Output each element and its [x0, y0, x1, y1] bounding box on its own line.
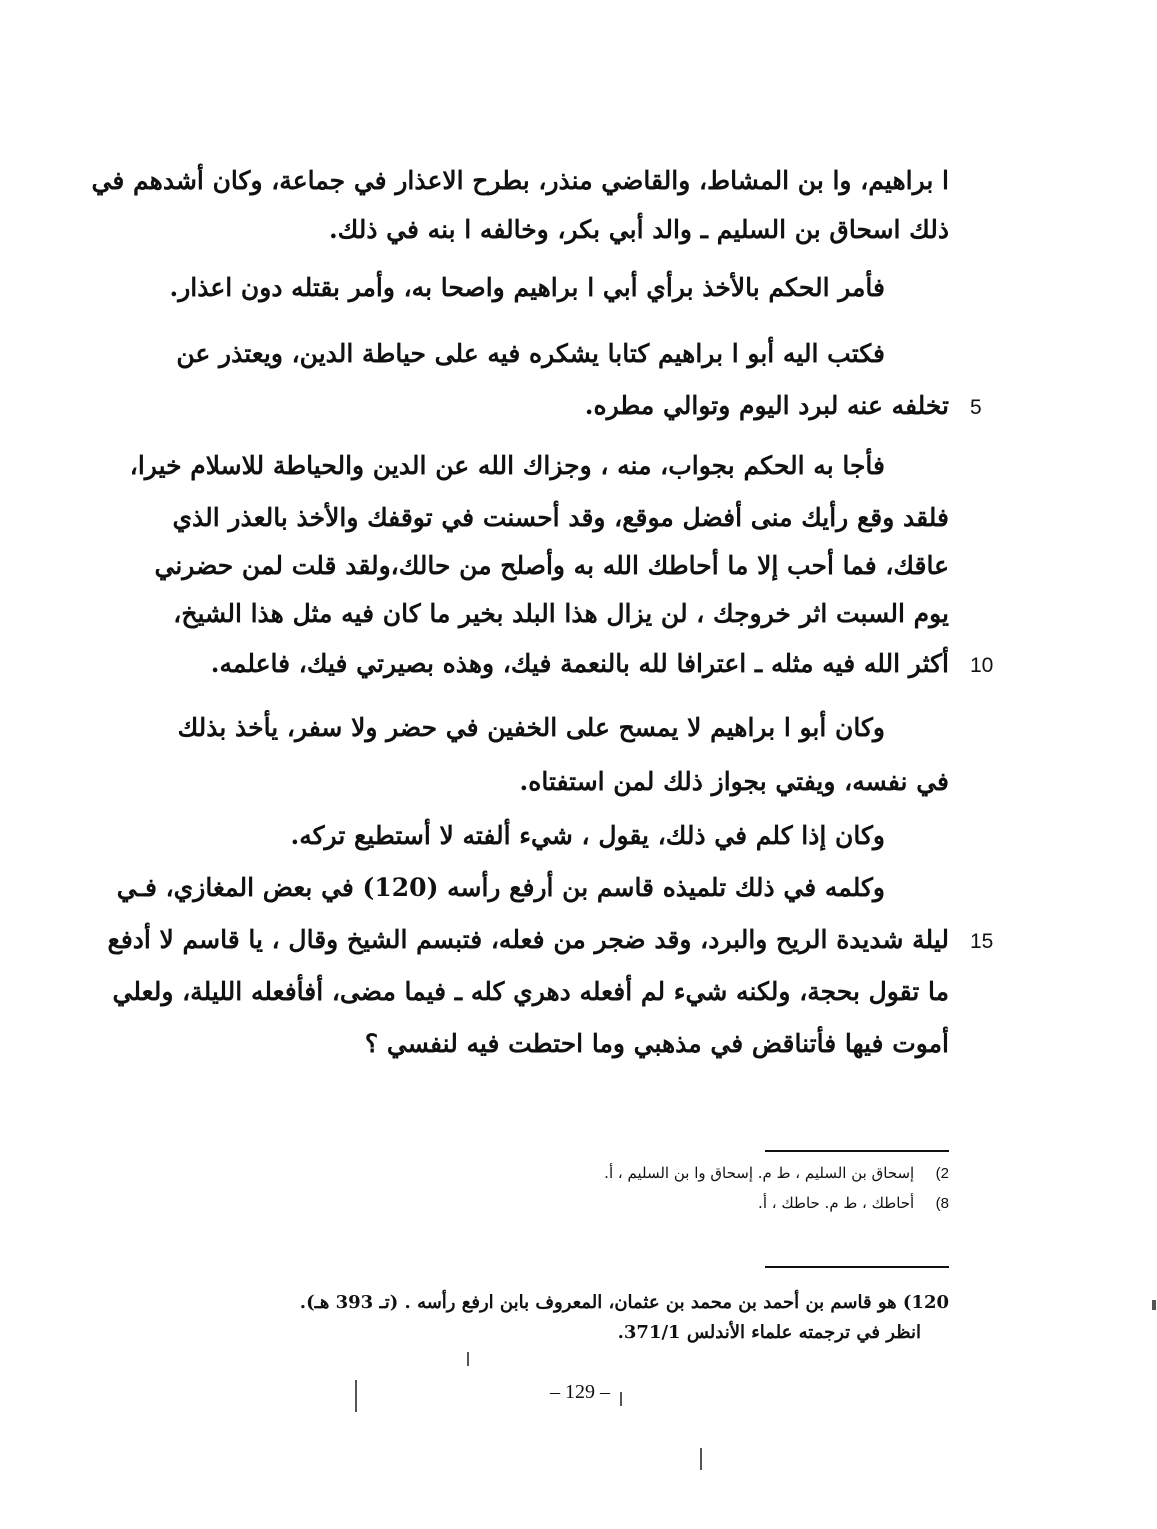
page-number: – 129 –	[550, 1381, 610, 1403]
scan-speck	[1152, 1300, 1156, 1310]
footnote-rule	[765, 1266, 949, 1268]
line-number: 15	[970, 930, 994, 953]
text-line: وكلمه في ذلك تلميذه قاسم بن أرفع رأسه (120) في بعض المغازي، فـي	[116, 873, 885, 902]
text-line: فلقد وقع رأيك منى أفضل موقع، وقد أحسنت في توقفك والأخذ بالعذر الذي	[172, 503, 949, 532]
scan-speck	[620, 1392, 622, 1406]
text-line: فأمر الحكم بالأخذ برأي أبي ا براهيم واصحا به، وأمر بقتله دون اعذار.	[169, 273, 885, 302]
apparatus-note	[199, 1192, 949, 1215]
text-line: ا براهيم، وا بن المشاط، والقاضي منذر، بطرح الاعذار في جماعة، وكان أشدهم في	[91, 166, 949, 195]
footnote-line: انظر في ترجمته علماء الأندلس 371/1.	[617, 1322, 921, 1343]
text-line: يوم السبت اثر خروجك ، لن يزال هذا البلد بخير ما كان فيه مثل هذا الشيخ،	[173, 599, 949, 628]
apparatus-text: أحاطك ، ط م. حاطك ، أ.	[758, 1194, 915, 1212]
text-line: وكان أبو ا براهيم لا يمسح على الخفين في حضر ولا سفر، يأخذ بذلك	[177, 713, 885, 742]
text-line: عاقك، فما أحب إلا ما أحاطك الله به وأصلح من حالك،ولقد قلت لمن حضرني	[154, 551, 949, 580]
apparatus-number: 8)	[935, 1195, 949, 1212]
line-number: 5	[970, 396, 982, 419]
footnote-line: 120) هو قاسم بن أحمد بن محمد بن عثمان، المعروف بابن ارفع رأسه . (تـ 393 هـ).	[299, 1292, 949, 1313]
apparatus-rule	[765, 1150, 949, 1152]
scan-speck	[700, 1448, 702, 1470]
text-line: وكان إذا كلم في ذلك، يقول ، شيء ألفته لا أستطيع تركه.	[290, 821, 885, 850]
text-line: في نفسه، ويفتي بجواز ذلك لمن استفتاه.	[519, 767, 949, 796]
apparatus-note	[199, 1162, 949, 1185]
text-line: تخلفه عنه لبرد اليوم وتوالي مطره.	[584, 391, 949, 420]
text-line: ما تقول بحجة، ولكنه شيء لم أفعله دهري كله ـ فيما مضى، أفأفعله الليلة، ولعلي	[112, 977, 949, 1006]
line-number: 10	[970, 654, 994, 677]
scan-speck	[355, 1380, 357, 1412]
text-line: ليلة شديدة الريح والبرد، وقد ضجر من فعله، فتبسم الشيخ وقال ، يا قاسم لا أدفع	[107, 925, 949, 954]
text-line: ذلك اسحاق بن السليم ـ والد أبي بكر، وخالفه ا بنه في ذلك.	[328, 215, 949, 244]
scan-speck	[467, 1352, 469, 1366]
text-line: فأجا به الحكم بجواب، منه ، وجزاك الله عن الدين والحياطة للاسلام خيرا،	[129, 451, 885, 480]
apparatus-text: إسحاق بن السليم ، ط م. إسحاق وا بن السليم ، أ.	[604, 1164, 915, 1182]
text-line: أكثر الله فيه مثله ـ اعترافا لله بالنعمة فيك، وهذه بصيرتي فيك، فاعلمه.	[210, 649, 949, 678]
apparatus-number: 2)	[935, 1165, 949, 1182]
text-line: أموت فيها فأتناقض في مذهبي وما احتطت فيه لنفسي ؟	[364, 1029, 949, 1058]
text-line: فكتب اليه أبو ا براهيم كتابا يشكره فيه على حياطة الدين، ويعتذر عن	[176, 339, 885, 368]
